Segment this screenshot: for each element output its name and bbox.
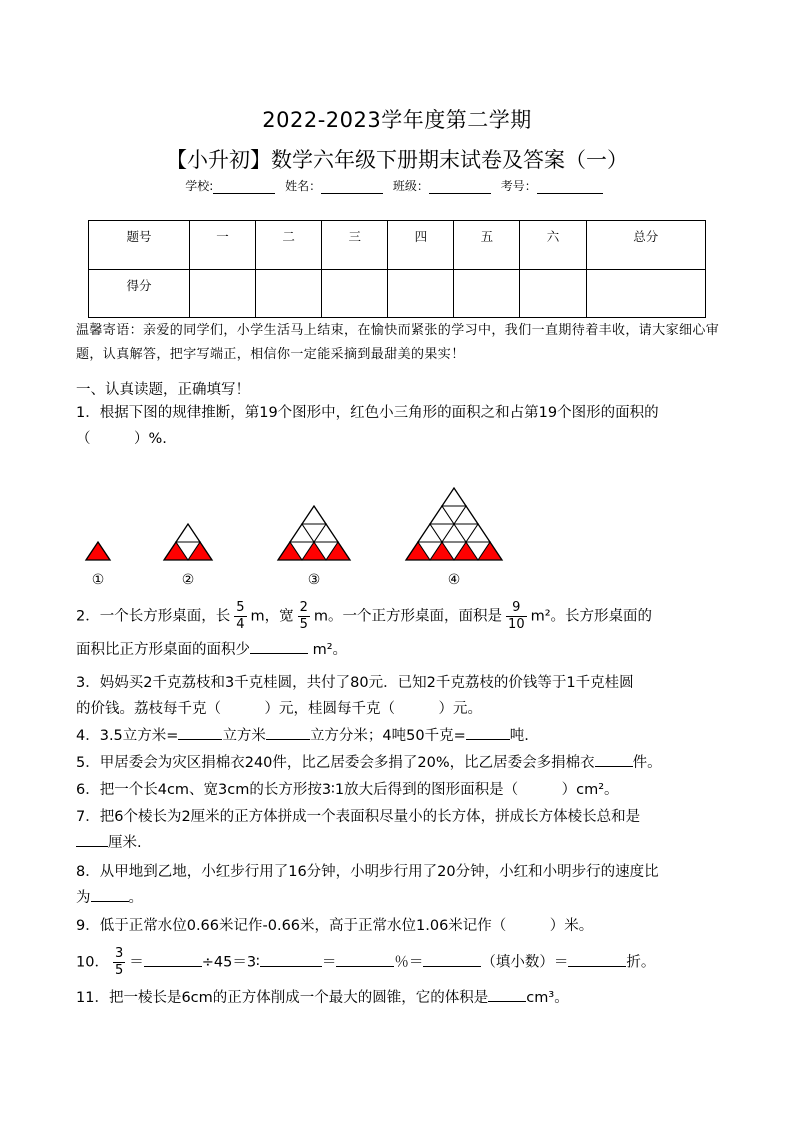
class-field[interactable]	[429, 181, 491, 194]
student-info	[0, 177, 794, 194]
header-cell: 二	[256, 221, 322, 270]
q2-part3: m。一个正方形桌面，面积是	[313, 608, 503, 625]
q11-blank[interactable]	[488, 985, 526, 1002]
q8-line2a: 为	[76, 890, 91, 906]
fraction-length: $\frac{5}{4}$	[236, 600, 245, 632]
q2-blank[interactable]	[250, 637, 308, 654]
q10-part-b: ÷45＝3∶	[201, 954, 260, 971]
q2-part4: m²。长方形桌面的	[530, 608, 653, 625]
q2-part2: m，宽	[250, 608, 294, 625]
header-cell: 题号	[89, 221, 190, 270]
class-label: 班级：	[392, 179, 429, 193]
question-7	[76, 804, 726, 856]
white-small-triangle	[302, 506, 326, 524]
greeting-note: 温馨寄语：亲爱的同学们，小学生活马上结束，在愉快而紧张的学习中，我们一直期待着丰收，请大家细心审题，认真解答，把字写端正，相信你一定能采摘到最甜美的果实！	[76, 323, 720, 362]
question-9: 9．低于正常水位0.66米记作-0.66米，高于正常水位1.06米记作（ ）米。	[76, 918, 594, 934]
q11-part-b: cm³。	[526, 990, 569, 1006]
q10-part-a: ＝	[129, 954, 144, 971]
figure-label-4: ④	[447, 572, 461, 588]
score-cell[interactable]	[586, 270, 705, 318]
q3-line2: 的价钱。荔枝每千克（ ）元，桂圆每千克（ ）元。	[76, 701, 482, 717]
q5-part-b: 件。	[632, 755, 662, 771]
score-row-label: 得分	[89, 270, 190, 318]
q4-blank-3[interactable]	[466, 723, 510, 740]
figure-label-1: ①	[91, 572, 105, 588]
header-cell: 六	[520, 221, 586, 270]
q7-blank[interactable]	[76, 830, 108, 847]
q7-line2: 厘米.	[108, 835, 142, 851]
q5-part-a: 5．甲居委会为灾区捐棉衣240件，比乙居委会多捐了20%，比乙居委会多捐棉衣	[76, 755, 595, 771]
q3-line1: 3．妈妈买2千克荔枝和3千克桂圆，共付了80元．已知2千克荔枝的价钱等于1千克桂圆	[76, 675, 634, 691]
question-3	[76, 670, 726, 722]
white-small-triangle	[176, 524, 200, 542]
triangle-pattern-figure	[60, 450, 520, 590]
triangle-figure-2	[164, 524, 212, 560]
header-cell: 总分	[586, 221, 705, 270]
figure-label-3: ③	[307, 572, 321, 588]
section1-title: 一、认真读题，正确填写！	[76, 382, 250, 398]
q10-blank-3[interactable]	[336, 950, 394, 967]
school-label: 学校:	[185, 179, 214, 193]
q4-blank-2[interactable]	[266, 723, 310, 740]
question-2	[76, 600, 726, 663]
name-field[interactable]	[321, 181, 383, 194]
score-cell[interactable]	[256, 270, 322, 318]
q2-line2a: 面积比正方形桌面的面积少	[76, 642, 250, 658]
question-10	[76, 946, 726, 979]
q10-part-e: （填小数）＝	[481, 954, 569, 971]
q4-blank-1[interactable]	[178, 723, 222, 740]
question-11	[76, 985, 726, 1011]
q8-blank[interactable]	[91, 885, 129, 902]
q8-line2b: 。	[128, 890, 143, 906]
q10-number: 10．	[76, 954, 109, 971]
header-cell: 三	[322, 221, 388, 270]
triangle-figure-4	[406, 488, 502, 560]
q10-blank-5[interactable]	[568, 950, 626, 967]
q10-part-g: 折。	[626, 954, 656, 971]
question-6: 6．把一个长4cm、宽3cm的长方形按3∶1放大后得到的图形面积是（ ）cm²。	[76, 782, 619, 798]
exam-no-field[interactable]	[537, 181, 603, 194]
q10-blank-2[interactable]	[260, 950, 322, 967]
fraction-area: $\frac{9}{10}$	[508, 600, 525, 632]
q2-line2b: m²。	[312, 642, 348, 658]
q7-line1: 7．把6个棱长为2厘米的正方体拼成一个表面积尽量小的长方体，拼成长方体棱长总和是	[76, 809, 641, 825]
q11-part-a: 11．把一棱长是6cm的正方体削成一个最大的圆锥，它的体积是	[76, 990, 489, 1006]
triangle-figure-1	[86, 542, 110, 560]
exam-no-label: 考号：	[500, 179, 537, 193]
q1-line1: 1．根据下图的规律推断，第19个图形中，红色小三角形的面积之和占第19个图形的面积的	[76, 405, 659, 421]
header-cell: 四	[388, 221, 454, 270]
header-cell: 五	[454, 221, 520, 270]
score-cell[interactable]	[388, 270, 454, 318]
header-cell: 一	[190, 221, 256, 270]
q10-part-d: ％＝	[394, 954, 424, 971]
q10-fraction: $\frac{3}{5}$	[114, 946, 124, 978]
q5-blank[interactable]	[595, 750, 633, 767]
question-8	[76, 859, 726, 911]
question-4	[76, 723, 726, 749]
triangle-figure-3	[278, 506, 350, 560]
score-cell[interactable]	[190, 270, 256, 318]
school-field[interactable]	[213, 181, 275, 194]
score-cell[interactable]	[520, 270, 586, 318]
q4-part-c: 立方分米；4吨50千克=	[309, 728, 466, 744]
q4-part-b: 立方米	[222, 728, 266, 744]
figure-label-2: ②	[181, 572, 195, 588]
name-label: 姓名：	[285, 179, 322, 193]
score-cell[interactable]	[322, 270, 388, 318]
q10-blank-4[interactable]	[423, 950, 481, 967]
title-line1: 2022-2023学年度第二学期	[262, 108, 532, 132]
q10-blank-1[interactable]	[144, 950, 202, 967]
q10-part-c: ＝	[321, 954, 337, 971]
q4-part-d: 吨.	[509, 728, 529, 744]
score-table	[88, 220, 706, 318]
question-1	[76, 400, 726, 452]
q2-part1: 2．一个长方形桌面，长	[76, 608, 231, 625]
q1-line2: （ ）%.	[76, 431, 167, 447]
q8-line1: 8．从甲地到乙地，小红步行用了16分钟，小明步行用了20分钟，小红和小明步行的速度比	[76, 864, 659, 880]
score-cell[interactable]	[454, 270, 520, 318]
fraction-width: $\frac{2}{5}$	[299, 600, 308, 632]
q4-part-a: 4．3.5立方米=	[76, 728, 179, 744]
red-small-triangle	[86, 542, 110, 560]
title-line2: 【小升初】数学六年级下册期末试卷及答案（一）	[166, 148, 628, 172]
white-small-triangle	[442, 488, 466, 506]
question-5	[76, 750, 726, 776]
